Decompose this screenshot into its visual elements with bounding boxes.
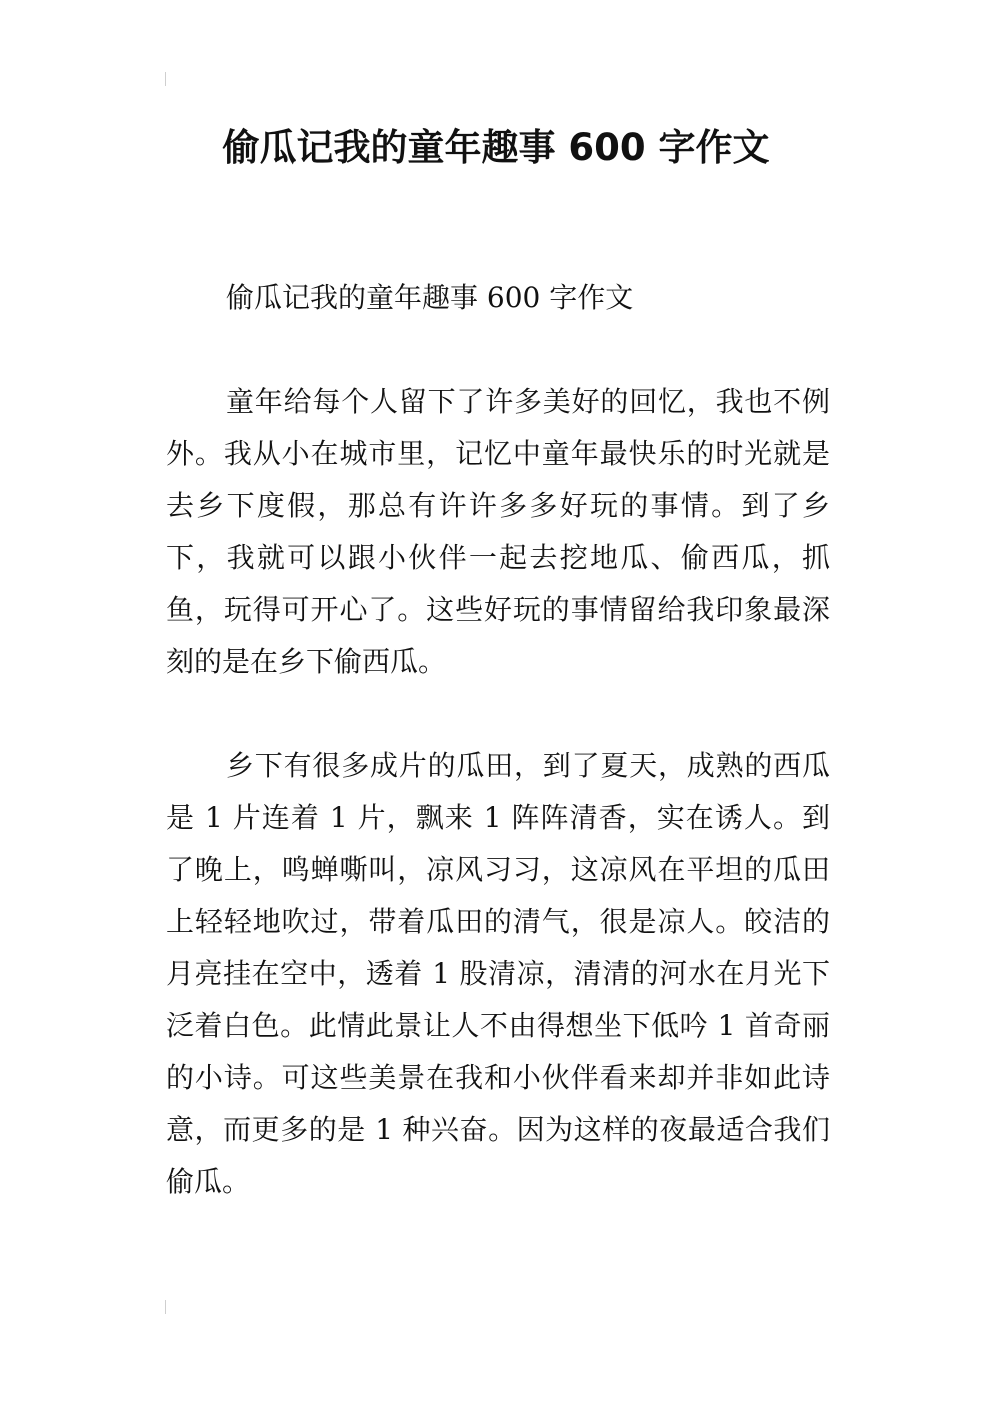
page-corner-mark-top [165,72,166,86]
page-corner-mark-bottom [165,1300,166,1314]
paragraph-2: 乡下有很多成片的瓜田，到了夏天，成熟的西瓜是 1 片连着 1 片，飘来 1 阵阵清香，实在诱人。到了晚上，鸣蝉嘶叫，凉风习习，这凉风在平坦的瓜田上轻轻地吹过，带着瓜田的清气，很是凉人。皎洁的月亮挂在空中，透着 1 股清凉，清清的河水在月光下泛着白色。此情此景让人不由得想坐下低吟 1 首奇丽的小诗。可这些美景在我和小伙伴看来却并非如此诗意，而更多的是 1 种兴奋。因为这样的夜最适合我们偷瓜。 [166,749,830,1198]
document-body [166,272,830,1208]
document-subtitle: 偷瓜记我的童年趣事 600 字作文 [226,281,634,314]
document-title: 偷瓜记我的童年趣事 600 字作文 [222,126,770,169]
paragraph-1: 童年给每个人留下了许多美好的回忆，我也不例外。我从小在城市里，记忆中童年最快乐的时光就是去乡下度假，那总有许许多多好玩的事情。到了乡下，我就可以跟小伙伴一起去挖地瓜、偷西瓜，抓鱼，玩得可开心了。这些好玩的事情留给我印象最深刻的是在乡下偷西瓜。 [166,385,830,678]
